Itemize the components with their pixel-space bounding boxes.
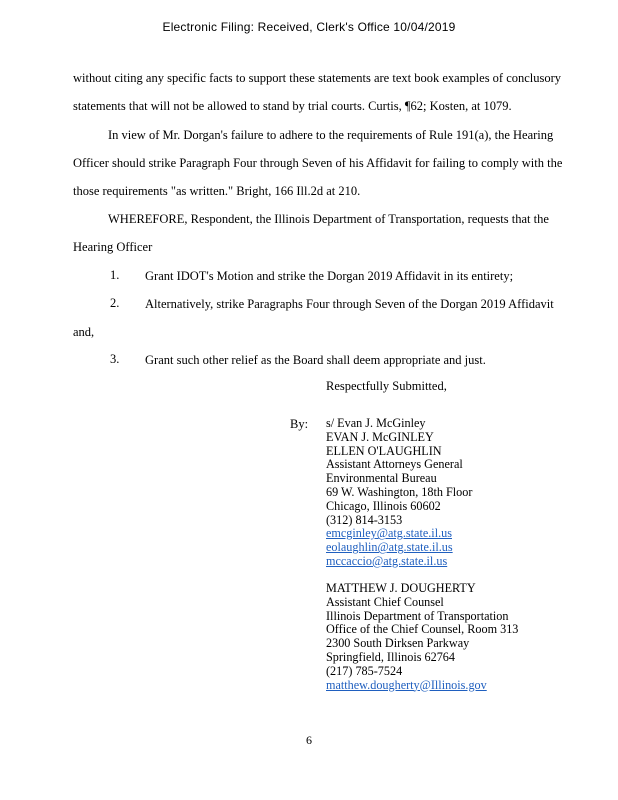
email-link-mccaccio[interactable]: mccaccio@atg.state.il.us bbox=[326, 553, 448, 568]
paragraph-2-line-3: those requirements "as written." Bright, 166 Ill.2d at 210. bbox=[73, 184, 361, 198]
counsel-city-address: Springfield, Illinois 62764 bbox=[326, 649, 455, 664]
attorney-name-1: EVAN J. McGINLEY bbox=[326, 429, 434, 444]
city-address: Chicago, Illinois 60602 bbox=[326, 498, 441, 513]
relief-item-1-number: 1. bbox=[110, 268, 120, 282]
office-name: Office of the Chief Counsel, Room 313 bbox=[326, 622, 519, 637]
bureau-name: Environmental Bureau bbox=[326, 471, 437, 486]
relief-item-2-continuation: and, bbox=[73, 325, 95, 339]
relief-item-3-number: 3. bbox=[110, 352, 120, 366]
by-label: By: bbox=[290, 417, 309, 431]
email-link-emcginley[interactable]: emcginley@atg.state.il.us bbox=[326, 526, 452, 541]
paragraph-2-line-2: Officer should strike Paragraph Four through Seven of his Affidavit for failing to comply with the bbox=[73, 156, 563, 170]
signature-block-1 bbox=[326, 417, 472, 569]
email-link-eolaughlin[interactable]: eolaughlin@atg.state.il.us bbox=[326, 540, 453, 555]
paragraph-2-line-1: In view of Mr. Dorgan's failure to adhere to the requirements of Rule 191(a), the Hearing bbox=[108, 128, 554, 142]
relief-item-1-text: Grant IDOT's Motion and strike the Dorgan 2019 Affidavit in its entirety; bbox=[145, 269, 514, 283]
paragraph-3-line-2: Hearing Officer bbox=[73, 240, 153, 254]
counsel-title: Assistant Chief Counsel bbox=[326, 594, 444, 609]
relief-item-2-number: 2. bbox=[110, 296, 120, 310]
counsel-street-address: 2300 South Dirksen Parkway bbox=[326, 636, 470, 651]
closing-line: Respectfully Submitted, bbox=[326, 379, 447, 393]
electronic-signature: s/ Evan J. McGinley bbox=[326, 416, 426, 430]
relief-item-2-text: Alternatively, strike Paragraphs Four through Seven of the Dorgan 2019 Affidavit bbox=[145, 297, 554, 311]
email-link-dougherty[interactable]: matthew.dougherty@Illinois.gov bbox=[326, 677, 487, 692]
counsel-name: MATTHEW J. DOUGHERTY bbox=[326, 581, 476, 595]
page-number: 6 bbox=[306, 733, 312, 747]
filing-header: Electronic Filing: Received, Clerk's Office 10/04/2019 bbox=[162, 20, 456, 34]
signature-block-2 bbox=[326, 582, 518, 692]
relief-item-3-text: Grant such other relief as the Board shall deem appropriate and just. bbox=[145, 353, 486, 367]
attorney-title: Assistant Attorneys General bbox=[326, 457, 463, 472]
counsel-phone-number: (217) 785-7524 bbox=[326, 663, 403, 678]
agency-name: Illinois Department of Transportation bbox=[326, 608, 509, 623]
phone-number: (312) 814-3153 bbox=[326, 512, 403, 527]
attorney-name-2: ELLEN O'LAUGHLIN bbox=[326, 443, 442, 458]
paragraph-1-line-2: statements that will not be allowed to stand by trial courts. Curtis, ¶62; Kosten, at 1079. bbox=[73, 99, 512, 113]
paragraph-1-line-1: without citing any specific facts to support these statements are text book examples of conclusory bbox=[73, 71, 562, 85]
paragraph-3-line-1: WHEREFORE, Respondent, the Illinois Department of Transportation, requests that the bbox=[108, 212, 549, 226]
street-address: 69 W. Washington, 18th Floor bbox=[326, 484, 473, 499]
